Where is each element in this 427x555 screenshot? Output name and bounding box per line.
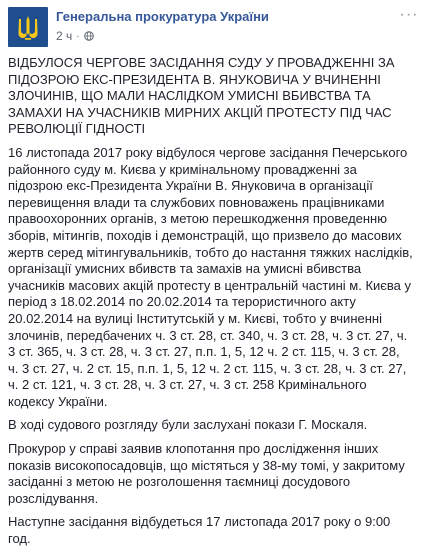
page-avatar[interactable] xyxy=(8,7,48,47)
page-name-link[interactable]: Генеральна прокуратура України xyxy=(56,9,269,24)
ukraine-trident-icon xyxy=(14,13,42,41)
post-paragraph: Прокурор у справі заявив клопотання про дослідження інших показів високопосадовців, що містяться у 38-му томі, у закритому засіданні з метою не розголошення таємниці досудового розслідування. xyxy=(8,441,405,506)
globe-icon xyxy=(84,31,94,41)
separator-dot: · xyxy=(76,30,80,42)
post-body xyxy=(8,55,413,555)
post-headline: ВІДБУЛОСЯ ЧЕРГОВЕ ЗАСІДАННЯ СУДУ У ПРОВАДЖЕННІ ЗА ПІДОЗРОЮ ЕКС-ПРЕЗИДЕНТА В. ЯНУКОВИЧА У ВЧИНЕННІ ЗЛОЧИНІВ, ЩО МАЛИ НАСЛІДКОМ УМИСНІ ВБИВСТВА ТА ЗАМАХИ НА УЧАСНИКІВ МИРНИХ АКЦІЙ ПРОТЕСТУ ПІД ЧАС РЕВОЛЮЦІЇ ГІДНОСТІ xyxy=(8,55,395,137)
post-paragraph: Наступне засідання відбудеться 17 листопада 2017 року о 9:00 год. xyxy=(8,514,391,547)
post-header xyxy=(8,7,419,47)
post-paragraph: В ході судового розгляду були заслухані покази Г. Москаля. xyxy=(8,417,368,433)
post-meta xyxy=(56,29,94,43)
post-paragraph: 16 листопада 2017 року відбулося чергове засідання Печерського районного суду м. Києва у кримінальному провадженні за підозрою екс-Президента України В. Януковича в організації перевищення влади та службових повноважень працівниками правоохоронних органів, з метою перешкодження проведенню зборів, мітингів, походів і демонстрацій, що призвело до масових жертв серед мітингувальників, тобто до настання тяжких наслідків, організації умисних вбивств та замахів на умисні вбивства учасників масових акцій протесту в центральній частині м. Києва у період з 18.02.2014 по 20.02.2014 та терористичного акту 20.02.2014 на вулиці Інститутській у м. Києві, тобто у вчиненні злочинів, передбачених ч. 3 ст. 28, ст. 340, ч. 3 ст. 28, ч. 3 ст. 27, ч. 3 ст. 365, ч. 3 ст. 28, ч. 3 ст. 27, п.п. 1, 5, 12 ч. 2 ст. 115, ч. 3 ст. 28, ч. 3 ст. 27, ч. 2 ст. 15, п.п. 1, 5, 12 ч. 2 ст. 115, ч. 3 ст. 28, ч. 3 ст. 27, ч. 2 ст. 121, ч. 3 ст. 28, ч. 3 ст. 27, ч. 3 ст. 258 Кримінального кодексу України. xyxy=(8,144,413,409)
more-options-icon[interactable]: ··· xyxy=(399,6,419,23)
post-timestamp[interactable]: 2 ч xyxy=(56,29,73,43)
